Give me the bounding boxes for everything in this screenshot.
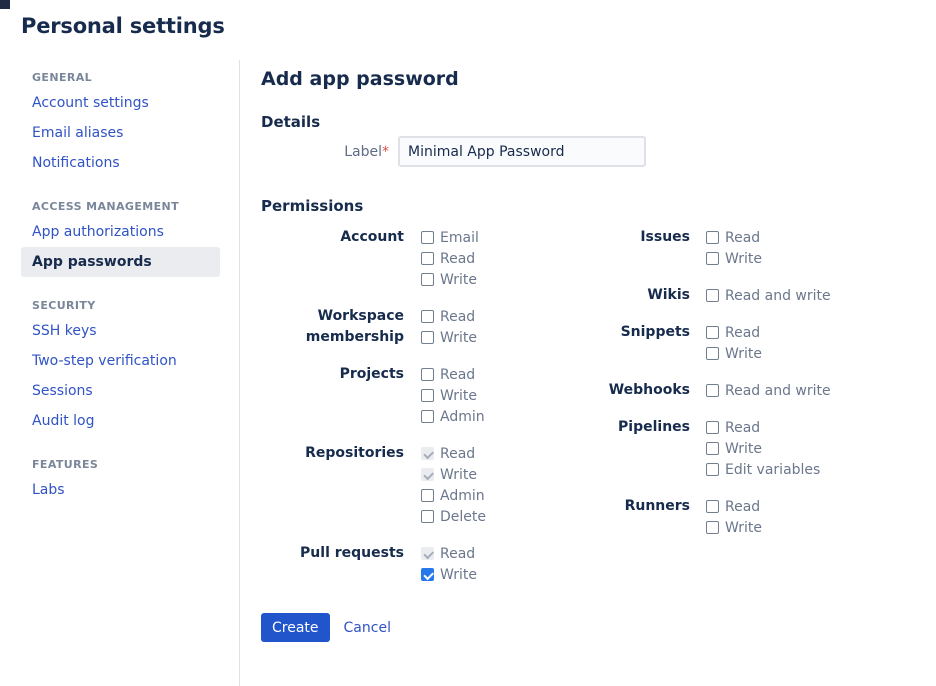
checkbox-label: Read (440, 545, 476, 562)
checkbox-label: Read (440, 366, 476, 383)
checkbox[interactable] (421, 510, 434, 523)
label-input[interactable] (398, 136, 646, 167)
permission-options (404, 227, 479, 290)
permission-option-projects-admin[interactable] (421, 406, 485, 427)
permission-group-issues (560, 227, 831, 269)
checkbox-label: Delete (440, 508, 486, 525)
cancel-link[interactable]: Cancel (343, 619, 391, 636)
checkbox-label: Write (440, 566, 477, 583)
permission-option-repositories-write (421, 464, 486, 485)
permission-option-projects-read[interactable] (421, 364, 485, 385)
permission-option-snippets-write[interactable] (706, 343, 762, 364)
checkbox-label: Read (725, 419, 761, 436)
permission-option-runners-write[interactable] (706, 517, 762, 538)
permission-option-pipelines-write[interactable] (706, 438, 820, 459)
sidebar-heading-security: SECURITY (32, 299, 96, 312)
permission-option-issues-write[interactable] (706, 248, 762, 269)
navbar-edge-artifact (0, 0, 10, 9)
sidebar-heading-features: FEATURES (32, 458, 99, 471)
checkbox[interactable] (421, 231, 434, 244)
sidebar-item-email-aliases[interactable]: Email aliases (32, 125, 124, 141)
sidebar-item-labs[interactable]: Labs (32, 482, 65, 498)
required-asterisk: * (382, 143, 389, 160)
sidebar-heading-general: GENERAL (32, 71, 93, 84)
checkbox-label: Write (725, 519, 762, 536)
checkbox-label: Write (440, 387, 477, 404)
checkbox[interactable] (421, 368, 434, 381)
permissions-heading: Permissions (261, 197, 364, 215)
permission-group-label: Pull requests (300, 545, 404, 561)
checkbox (421, 468, 434, 481)
checkbox-label: Write (725, 250, 762, 267)
sidebar-item-ssh-keys[interactable]: SSH keys (32, 323, 97, 339)
permission-group-account (261, 227, 560, 290)
permission-option-webhooks-read-and-write[interactable] (706, 380, 831, 401)
sidebar-section-security (21, 299, 229, 436)
permission-group-runners (560, 496, 831, 538)
sidebar-item-app-authorizations[interactable]: App authorizations (32, 224, 164, 240)
checkbox-label: Read and write (725, 382, 831, 399)
permissions-column-right (560, 227, 831, 554)
sidebar-item-app-passwords[interactable]: App passwords (21, 247, 220, 277)
checkbox-label: Read (725, 324, 761, 341)
label-field-label (261, 144, 398, 160)
checkbox-label: Email (440, 229, 479, 246)
permission-group-label: Projects (339, 366, 404, 382)
checkbox-label: Write (440, 329, 477, 346)
checkbox[interactable] (706, 521, 719, 534)
sidebar-item-notifications[interactable]: Notifications (32, 155, 120, 171)
checkbox[interactable] (706, 289, 719, 302)
sidebar-heading-access-management: ACCESS MANAGEMENT (32, 200, 180, 213)
permission-group-projects (261, 364, 560, 427)
checkbox (421, 547, 434, 560)
checkbox-label: Edit variables (725, 461, 821, 478)
checkbox-label: Write (440, 271, 477, 288)
permission-group-snippets (560, 322, 831, 364)
permission-options (690, 285, 831, 306)
checkbox-label: Read and write (725, 287, 831, 304)
permission-group-label: Issues (640, 229, 690, 245)
permission-option-account-email[interactable] (421, 227, 479, 248)
permission-option-pull-requests-read (421, 543, 477, 564)
checkbox (421, 447, 434, 460)
checkbox-label: Write (725, 345, 762, 362)
checkbox[interactable] (421, 331, 434, 344)
sidebar-item-sessions[interactable]: Sessions (32, 383, 93, 399)
label-field-label-text: Label (344, 143, 382, 160)
permission-group-label: Repositories (305, 445, 404, 461)
permissions-columns (261, 227, 936, 601)
checkbox-label: Write (725, 440, 762, 457)
add-app-password-panel (240, 60, 936, 686)
checkbox[interactable] (421, 410, 434, 423)
permission-options (690, 496, 762, 538)
permission-option-account-read[interactable] (421, 248, 479, 269)
permission-option-pull-requests-write[interactable] (421, 564, 477, 585)
permissions-column-left (261, 227, 560, 601)
sidebar-item-audit-log[interactable]: Audit log (32, 413, 95, 429)
permission-group-workspace-membership (261, 306, 560, 348)
permission-group-label: Snippets (620, 324, 690, 340)
permission-options (690, 380, 831, 401)
checkbox[interactable] (706, 384, 719, 397)
checkbox-label: Read (440, 308, 476, 325)
label-field-row (261, 136, 936, 167)
permission-option-snippets-read[interactable] (706, 322, 762, 343)
permission-group-repositories (261, 443, 560, 527)
sidebar-section-access-management (21, 200, 229, 277)
permission-options (404, 306, 477, 348)
checkbox[interactable] (706, 421, 719, 434)
permission-group-label: Wikis (647, 287, 690, 303)
permission-group-pull-requests (261, 543, 560, 585)
sidebar-section-features (21, 458, 229, 505)
permission-option-repositories-read (421, 443, 486, 464)
checkbox[interactable] (706, 231, 719, 244)
checkbox[interactable] (421, 252, 434, 265)
page-title: Personal settings (21, 14, 225, 38)
permission-option-account-write[interactable] (421, 269, 479, 290)
permission-option-repositories-admin[interactable] (421, 485, 486, 506)
checkbox[interactable] (421, 389, 434, 402)
permission-option-repositories-delete[interactable] (421, 506, 486, 527)
checkbox-label: Admin (440, 487, 485, 504)
checkbox-label: Write (440, 466, 477, 483)
checkbox[interactable] (421, 489, 434, 502)
permission-options (690, 227, 762, 269)
checkbox-label: Read (725, 498, 761, 515)
checkbox[interactable] (706, 252, 719, 265)
permission-option-runners-read[interactable] (706, 496, 762, 517)
permission-group-label: Pipelines (618, 419, 690, 435)
permission-group-label: Workspace membership (305, 308, 404, 345)
permission-option-pipelines-edit-variables[interactable] (706, 459, 820, 480)
checkbox[interactable] (421, 273, 434, 286)
checkbox[interactable] (706, 326, 719, 339)
checkbox-label: Read (725, 229, 761, 246)
permission-options (690, 417, 820, 480)
permission-options (404, 364, 485, 427)
details-heading: Details (261, 113, 321, 131)
permission-option-wikis-read-and-write[interactable] (706, 285, 831, 306)
permission-option-pipelines-read[interactable] (706, 417, 820, 438)
permission-group-label: Runners (624, 498, 690, 514)
permission-option-projects-write[interactable] (421, 385, 485, 406)
panel-title: Add app password (261, 68, 459, 90)
checkbox[interactable] (706, 442, 719, 455)
sidebar-item-two-step-verification[interactable]: Two-step verification (32, 353, 177, 369)
permission-options (404, 543, 477, 585)
settings-layout (0, 60, 936, 686)
permission-option-workspace-write[interactable] (421, 327, 477, 348)
permission-option-workspace-read[interactable] (421, 306, 477, 327)
sidebar-item-account-settings[interactable]: Account settings (32, 95, 149, 111)
permission-group-wikis (560, 285, 831, 306)
create-button[interactable]: Create (261, 613, 330, 642)
checkbox[interactable] (421, 310, 434, 323)
permission-option-issues-read[interactable] (706, 227, 762, 248)
permission-options (404, 443, 486, 527)
permission-group-label: Account (340, 229, 404, 245)
form-actions (261, 613, 936, 642)
permission-options (690, 322, 762, 364)
checkbox[interactable] (421, 568, 434, 581)
checkbox[interactable] (706, 347, 719, 360)
checkbox[interactable] (706, 463, 719, 476)
settings-sidebar (0, 60, 240, 686)
checkbox-label: Read (440, 445, 476, 462)
permission-group-webhooks (560, 380, 831, 401)
permission-group-pipelines (560, 417, 831, 480)
checkbox[interactable] (706, 500, 719, 513)
sidebar-section-general (21, 71, 229, 178)
checkbox-label: Read (440, 250, 476, 267)
permission-group-label: Webhooks (608, 382, 690, 398)
checkbox-label: Admin (440, 408, 485, 425)
